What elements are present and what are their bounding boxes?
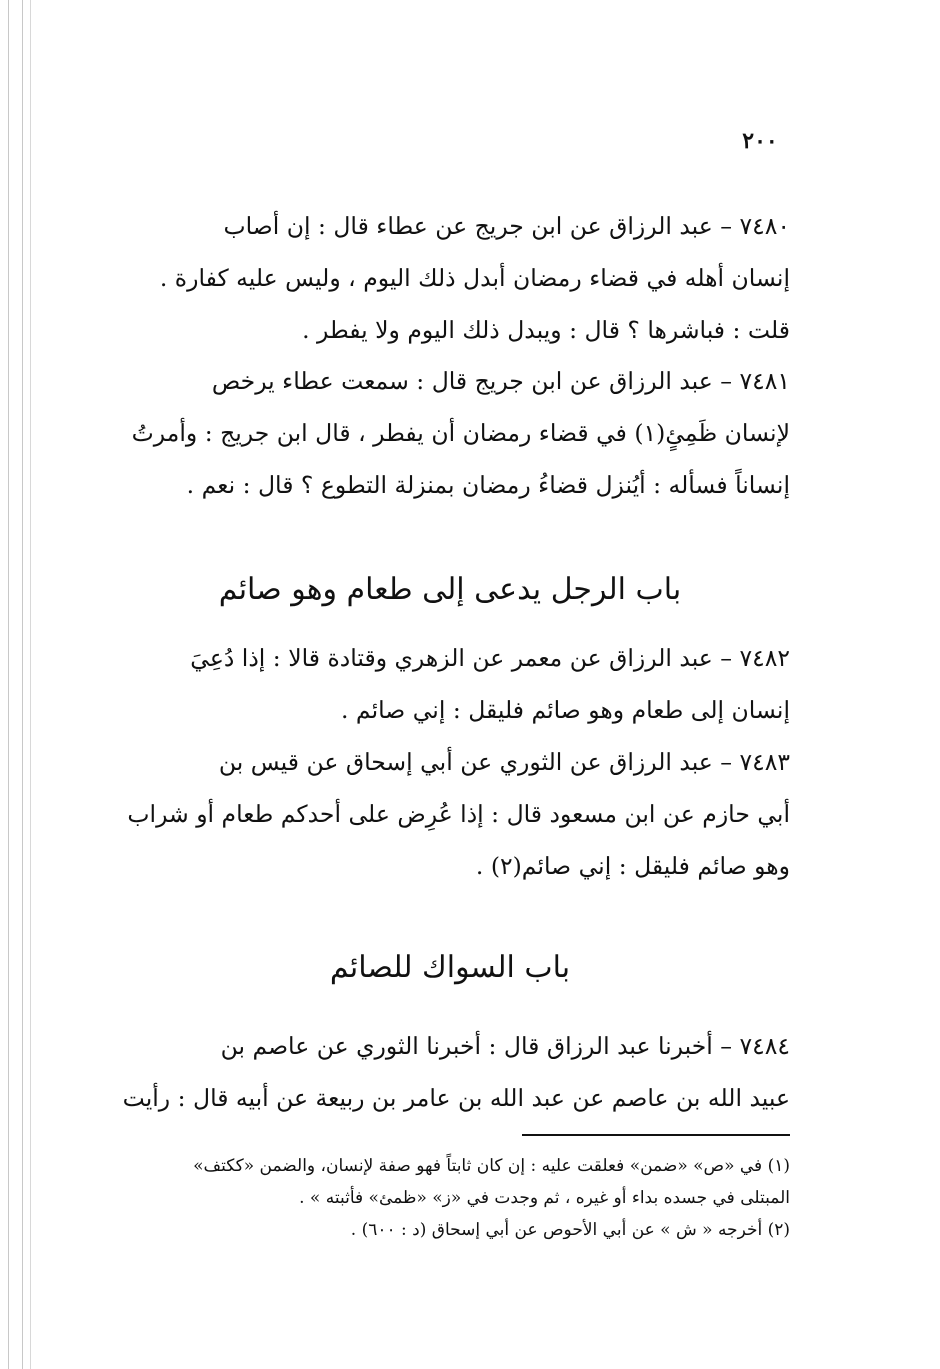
footnote-line: المبتلى في جسده بداء أو غيره ، ثم وجدت في «ز» «ظمئ» فأثبته » . xyxy=(299,1188,790,1208)
hadith-7483 xyxy=(110,736,790,892)
footnote-line: (١) في «ص» «ضمن» فعلقت عليه : إن كان ثابتاً فهو صفة لإنسان، والضمن «ككتف» xyxy=(193,1156,790,1176)
scan-edge-line xyxy=(22,0,23,1369)
footnote-line: (٢) أخرجه « ش » عن أبي الأحوص عن أبي إسحاق (د : ٦٠٠) . xyxy=(350,1220,790,1240)
chapter-heading-invited-while-fasting: باب الرجل يدعى إلى طعام وهو صائم xyxy=(218,572,682,607)
page-number: ٢٠٠ xyxy=(742,128,778,154)
text-line: ٧٤٨٣ – عبد الرزاق عن الثوري عن أبي إسحاق عن قيس بن xyxy=(218,748,790,776)
text-line: ٧٤٨٤ – أخبرنا عبد الرزاق قال : أخبرنا الثوري عن عاصم بن xyxy=(220,1032,790,1060)
text-line: إنساناً فسأله : أيُنزل قضاءُ رمضان بمنزلة التطوع ؟ قال : نعم . xyxy=(186,471,790,499)
text-line: ٧٤٨٢ – عبد الرزاق عن معمر عن الزهري وقتادة قالا : إذا دُعِيَ xyxy=(190,644,790,672)
text-line: أبي حازم عن ابن مسعود قال : إذا عُرِض على أحدكم طعام أو شراب xyxy=(127,800,790,828)
scan-edge-line xyxy=(8,0,9,1369)
text-line: إنسان أهله في قضاء رمضان أبدل ذلك اليوم ، وليس عليه كفارة . xyxy=(159,264,790,292)
hadith-7482 xyxy=(110,632,790,736)
text-line: قلت : فباشرها ؟ قال : ويبدل ذلك اليوم ولا يفطر . xyxy=(302,316,790,344)
footnotes xyxy=(110,1150,790,1246)
text-line: ٧٤٨٠ – عبد الرزاق عن ابن جريج عن عطاء قال : إن أصاب xyxy=(223,212,790,240)
text-line: عبيد الله بن عاصم عن عبد الله بن عامر بن ربيعة عن أبيه قال : رأيت xyxy=(122,1084,790,1112)
text-line: وهو صائم فليقل : إني صائم(٢) . xyxy=(475,852,790,880)
text-line: إنسان إلى طعام وهو صائم فليقل : إني صائم . xyxy=(340,696,790,724)
footnote-separator xyxy=(522,1134,790,1136)
scan-edge-line xyxy=(30,0,31,1369)
text-line: لإنسان ظَمِئٍ(١) في قضاء رمضان أن يفطر ، قال ابن جريج : وأمرتُ xyxy=(131,419,790,447)
text-line: ٧٤٨١ – عبد الرزاق عن ابن جريج قال : سمعت عطاء يرخص xyxy=(211,367,790,395)
hadith-7484 xyxy=(110,1020,790,1124)
hadith-7480 xyxy=(110,200,790,356)
chapter-heading-siwak-for-faster: باب السواك للصائم xyxy=(329,950,571,985)
hadith-7481 xyxy=(110,355,790,511)
